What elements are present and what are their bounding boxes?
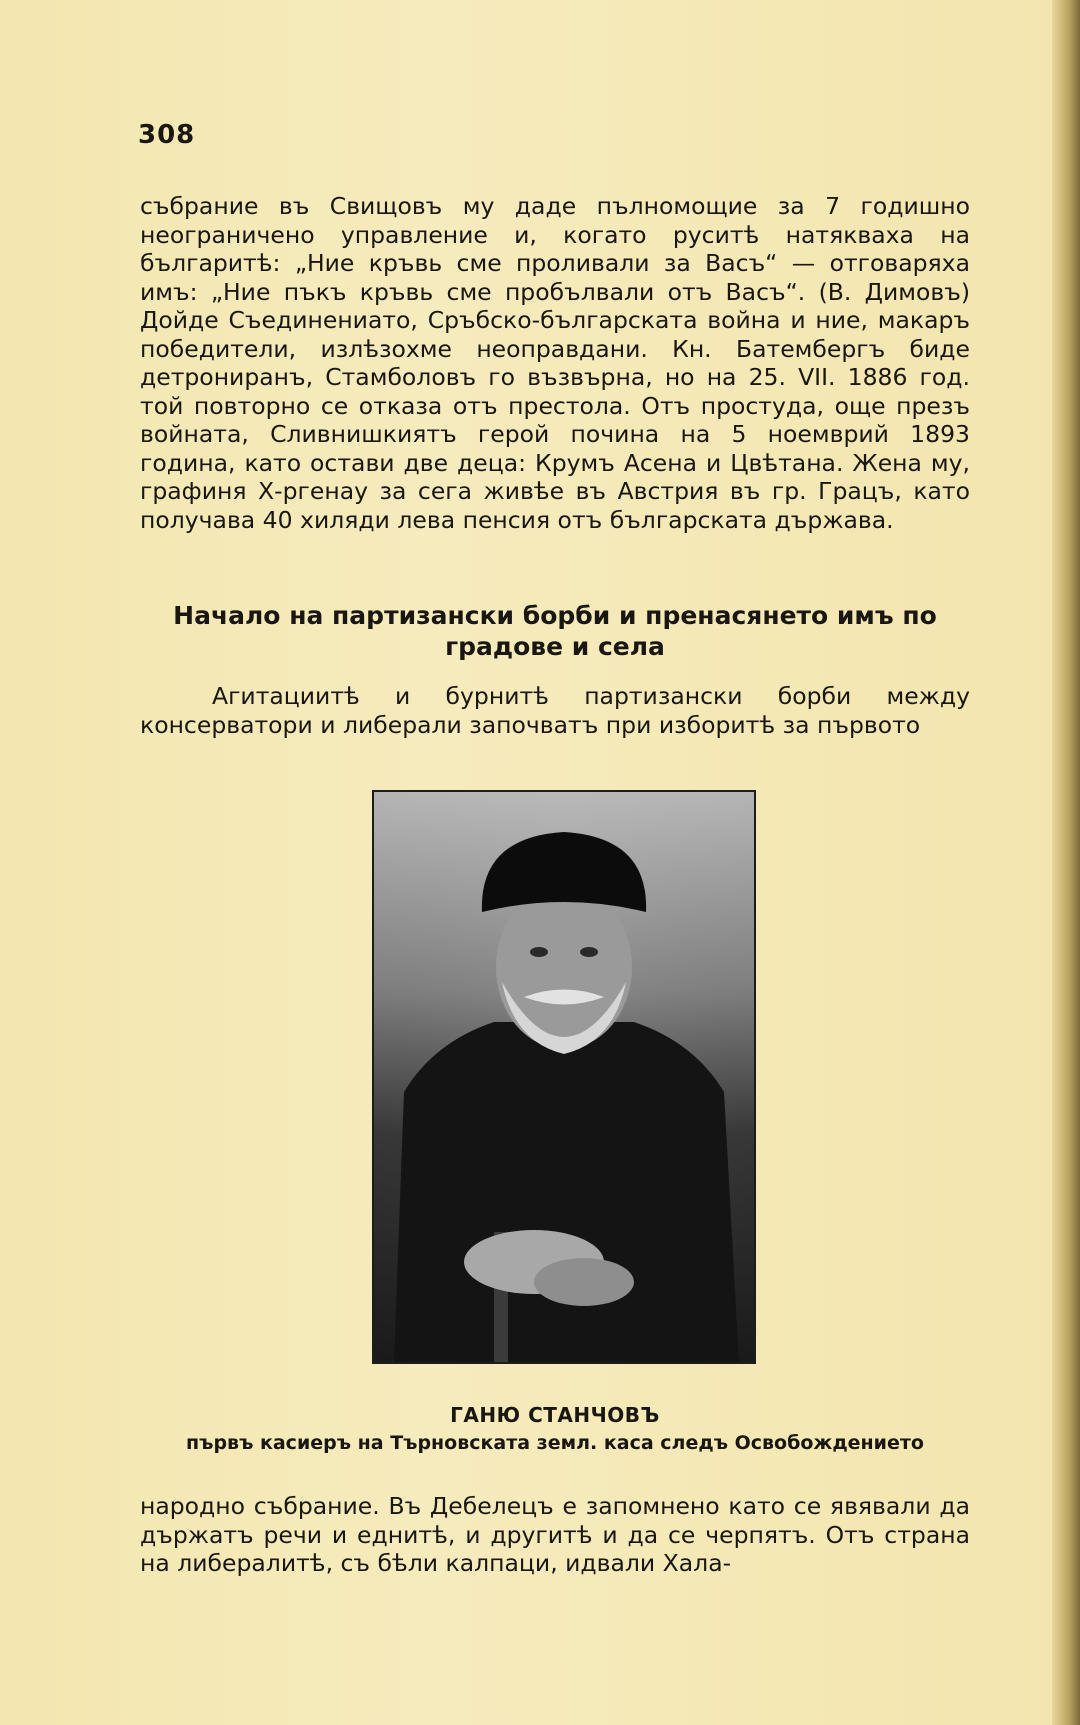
portrait-figure xyxy=(374,792,754,1362)
section-heading: Начало на партизански борби и пренасянето имъ по градове и села xyxy=(173,601,937,661)
photo-caption-subtitle: първъ касиеръ на Търновската земл. каса следъ Освобождението xyxy=(186,1432,924,1454)
book-spine-edge xyxy=(1052,0,1080,1725)
photo-caption-name: ГАНЮ СТАНЧОВЪ xyxy=(450,1403,660,1427)
paragraph-agitation: Агитациитѣ и бурнитѣ партизански борби между консерватори и либерали започватъ при изборитѣ за първото xyxy=(140,682,970,739)
paragraph-opening: събрание въ Свищовъ му даде пълномощие за 7 годишно неограничено управление и, когато руситѣ натякваха на българитѣ: „Ние кръвь сме проливали за Васъ“ — отговаряха имъ: „Ние пъкъ кръвь сме пробълвали отъ Васъ“. (В. Димовъ) Дойде Съединениато, Сръбско-българската война и ние, макаръ победители, излѣзохме неоправдани. Кн. Батембергъ биде детрониранъ, Стамболовъ го възвърна, но на 25. VII. 1886 год. той повторно се отказа отъ престола. Отъ простуда, още презъ войната, Сливнишкиятъ герой почина на 5 ноемврий 1893 година, като остави две деца: Крумъ Асена и Цвѣтана. Жена му, графиня Х-ргенау за сега живѣе въ Австрия въ гр. Грацъ, като получава 40 хиляди лева пенсия отъ българската държава. xyxy=(140,192,970,534)
paragraph-closing: народно събрание. Въ Дебелецъ е запомнено като се явявали да държатъ речи и еднитѣ, и другитѣ и да се черпятъ. Отъ страна на либералитѣ, съ бѣли калпаци, идвали Хала- xyxy=(140,1492,970,1577)
portrait-photo xyxy=(372,790,756,1364)
page-number: 308 xyxy=(138,120,196,150)
